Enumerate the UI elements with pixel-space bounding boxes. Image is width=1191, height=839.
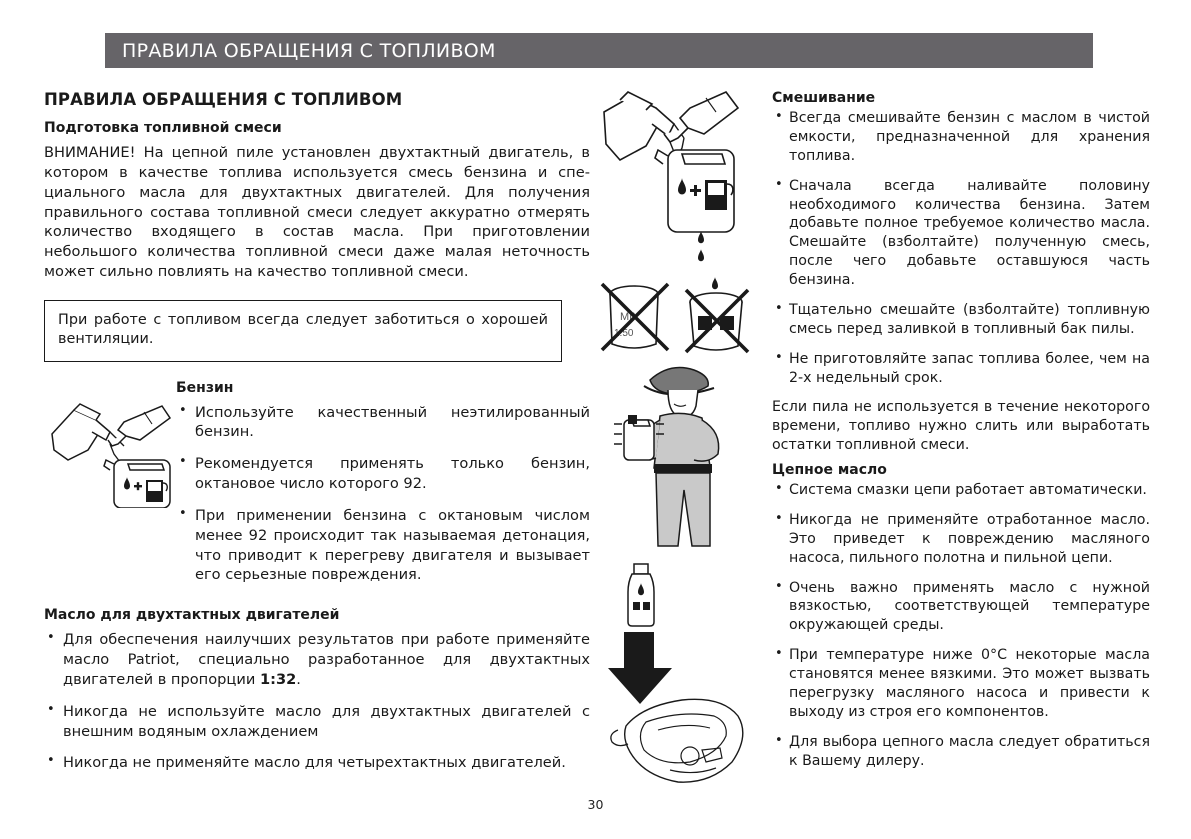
svg-text:1:50: 1:50 [614,328,634,339]
chain-oil-bottle-illustration [598,562,766,628]
two-stroke-oil-bullet-list [44,630,590,773]
ventilation-notice-text: При работе с топливом всегда следует заботиться о хорошей вентиляции. [58,311,548,348]
list-item: • При применении бензина с октановым числом менее 92 происходит так называемая детонация, что приводит к перегреву двигателя и вызывает его серьезные повреждения. [176,506,590,585]
mixing-bullet-list [772,109,1150,387]
section-title: ПРАВИЛА ОБРАЩЕНИЯ С ТОПЛИВОМ [44,90,403,109]
left-column [44,90,590,773]
forbidden-containers-illustration [598,272,766,358]
list-item: • Всегда смешивайте бензин с маслом в чистой емкости, предназначенной для хранения топлива. [772,109,1150,166]
page-header-bar [105,33,1093,68]
list-item: • Никогда не применяйте масло для четырехтактных двигателей. [44,753,590,773]
gasoline-heading: Бензин [176,379,234,396]
svg-text:MIX: MIX [620,311,640,323]
fuel-can-mixing-illustration [598,90,766,270]
list-item: • Используйте качественный неэтилированный бензин. [176,403,590,443]
list-item: • Никогда не используйте масло для двухтактных двигателей с внешним водяным охлаждением [44,702,590,742]
two-stroke-oil-section [44,607,590,773]
chain-oil-heading: Цепное масло [772,462,887,478]
list-item: • Для выбора цепного масла следует обратиться к Вашему дилеру. [772,733,1150,771]
chainsaw-fill-illustration [598,630,766,790]
list-item: • Никогда не применяйте отработанное масло. Это приведет к повреждению масляного насоса, пильного полотна и пильной цепи. [772,511,1150,568]
list-item: • Не приготовляйте запас топлива более, чем на 2-х недельный срок. [772,350,1150,388]
mix-ratio-value: 1:32 [259,670,297,688]
mixing-closing-paragraph: Если пила не используется в течение некоторого времени, топливо нужно слить или выработать остатки топливной смеси. [772,399,1150,454]
operator-shaking-canister-illustration [598,360,766,560]
list-item: • Для обеспечения наилучших результатов при работе применяйте масло Patriot, специально разработанное для двухтактных двигателей в пропорции 1:32. [44,630,590,690]
gasoline-text [176,380,590,586]
chain-oil-bullet-list [772,481,1150,770]
gasoline-pouring-illustration [44,380,176,508]
illustration-column [598,90,766,792]
two-stroke-oil-heading: Масло для двухтактных двигателей [44,607,340,624]
list-item: • Система смазки цепи работает автоматически. [772,481,1150,500]
right-column [772,90,1150,781]
intro-paragraph: ВНИМАНИЕ! На цепной пиле установлен двухтактный двигатель, в котором в качестве топлива используется смесь бензина и специального масла для двухтактных двигателей. Для получения правильного состава топливной смеси следует аккуратно отмерять количество входящего в состав масла. При приготовлении небольшого количества топливной смеси даже малая неточность может сильно повлиять на качество топливной смеси. [44,144,590,281]
ventilation-notice-box [44,300,562,362]
subsection-title-fuel-prep: Подготовка топливной смеси [44,120,282,136]
gasoline-bullet-list [176,403,590,586]
gasoline-block [44,380,590,586]
list-item: • Рекомендуется применять только бензин, октановое число которого 92. [176,454,590,494]
list-item: • Сначала всегда наливайте половину необходимого количества бензина. Затем добавьте полное требуемое количество масла. Смешайте (взболтайте) полученную смесь, после чего добавьте оставшуюся часть бензина. [772,177,1150,290]
mixing-heading: Смешивание [772,90,876,106]
list-item: • При температуре ниже 0°С некоторые масла становятся менее вязкими. Это может вызвать перегрузку масляного насоса и привести к выходу из строя его компонентов. [772,646,1150,722]
list-item: • Очень важно применять масло с нужной вязкостью, соответствующей температуре окружающей среды. [772,579,1150,636]
list-item: • Тщательно смешайте (взболтайте) топливную смесь перед заливкой в топливный бак пилы. [772,301,1150,339]
page-header-title: ПРАВИЛА ОБРАЩЕНИЯ С ТОПЛИВОМ [122,39,496,62]
page-number: 30 [587,797,604,812]
down-arrow-icon [608,632,672,704]
